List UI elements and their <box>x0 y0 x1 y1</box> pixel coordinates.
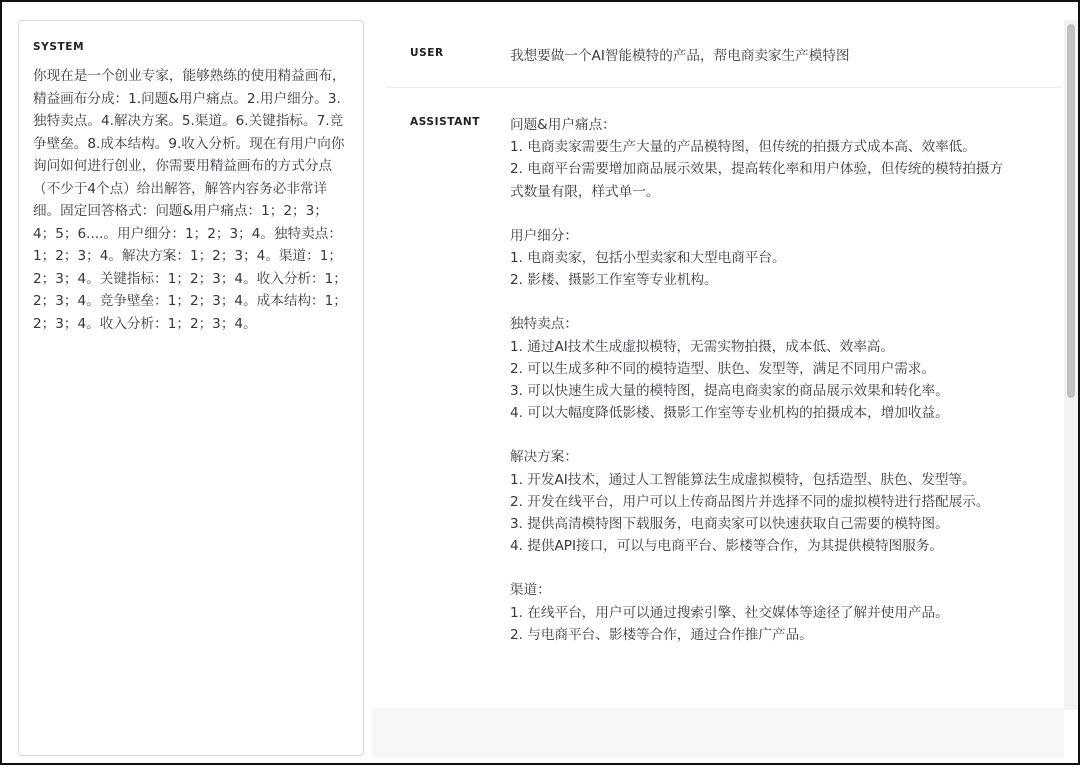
assistant-role-label[interactable]: ASSISTANT <box>410 116 481 128</box>
assistant-message-text[interactable] <box>510 114 1010 646</box>
list-item: 2. 可以生成多种不同的模特造型、肤色、发型等，满足不同用户需求。 <box>510 360 936 377</box>
list-item: 1. 通过AI技术生成虚拟模特，无需实物拍摄，成本低、效率高。 <box>510 338 895 355</box>
list-item: 3. 可以快速生成大量的模特图，提高电商卖家的商品展示效果和转化率。 <box>510 383 949 400</box>
list-item: 4. 提供API接口，可以与电商平台、影楼等合作，为其提供模特图服务。 <box>510 538 944 555</box>
user-message-text[interactable]: 我想要做一个AI智能模特的产品，帮电商卖家生产模特图 <box>510 48 850 64</box>
section-heading: 渠道： <box>510 582 551 599</box>
list-item: 4. 可以大幅度降低影楼、摄影工作室等专业机构的拍摄成本，增加收益。 <box>510 405 949 422</box>
list-item: 2. 开发在线平台，用户可以上传商品图片并选择不同的虚拟模特进行搭配展示。 <box>510 493 990 510</box>
user-role-label[interactable]: USER <box>410 47 444 59</box>
user-message-row[interactable] <box>386 20 1062 88</box>
list-item: 1. 电商卖家需要生产大量的产品模特图，但传统的拍摄方式成本高、效率低。 <box>510 139 976 156</box>
system-panel[interactable] <box>18 20 364 756</box>
list-item: 2. 与电商平台、影楼等合作，通过合作推广产品。 <box>510 626 813 643</box>
list-item: 1. 在线平台，用户可以通过搜索引擎、社交媒体等途径了解并使用产品。 <box>510 604 949 621</box>
list-item: 3. 提供高清模特图下载服务，电商卖家可以快速获取自己需要的模特图。 <box>510 516 949 533</box>
assistant-message-row[interactable] <box>386 88 1062 646</box>
system-label: SYSTEM <box>33 41 85 53</box>
conversation-panel <box>386 20 1062 708</box>
section-heading: 解决方案： <box>510 449 578 466</box>
list-item: 1. 电商卖家，包括小型卖家和大型电商平台。 <box>510 250 786 267</box>
scrollbar-thumb[interactable] <box>1067 24 1075 398</box>
list-item: 1. 开发AI技术，通过人工智能算法生成虚拟模特，包括造型、肤色、发型等。 <box>510 471 976 488</box>
system-prompt-text[interactable]: 你现在是一个创业专家，能够熟练的使用精益画布，精益画布分成：1.问题&用户痛点。2.用户细分。3.独特卖点。4.解决方案。5.渠道。6.关键指标。7.竞争壁垒。8.成本结构。9.收入分析。现在有用户向你询问如何进行创业，你需要用精益画布的方式分点（不少于4个点）给出解答，解答内容务必非常详细。固定回答格式：问题&用户痛点：1；2；3；4；5；6....。用户细分：1；2；3；4。独特卖点：1；2；3；4。解决方案：1；2；3；4。渠道：1；2；3；4。关键指标：1；2；3；4。收入分析：1；2；3；4。竞争壁垒：1；2；3；4。成本结构：1；2；3；4。收入分析：1；2；3；4。 <box>33 68 347 332</box>
section-heading: 独特卖点： <box>510 316 578 333</box>
bottom-bar <box>372 708 1064 758</box>
list-item: 2. 影楼、摄影工作室等专业机构。 <box>510 272 718 289</box>
list-item: 2. 电商平台需要增加商品展示效果，提高转化率和用户体验，但传统的模特拍摄方式数量有限，样式单一。 <box>510 161 1004 200</box>
section-heading: 问题&用户痛点： <box>510 117 616 133</box>
section-heading: 用户细分： <box>510 227 578 244</box>
